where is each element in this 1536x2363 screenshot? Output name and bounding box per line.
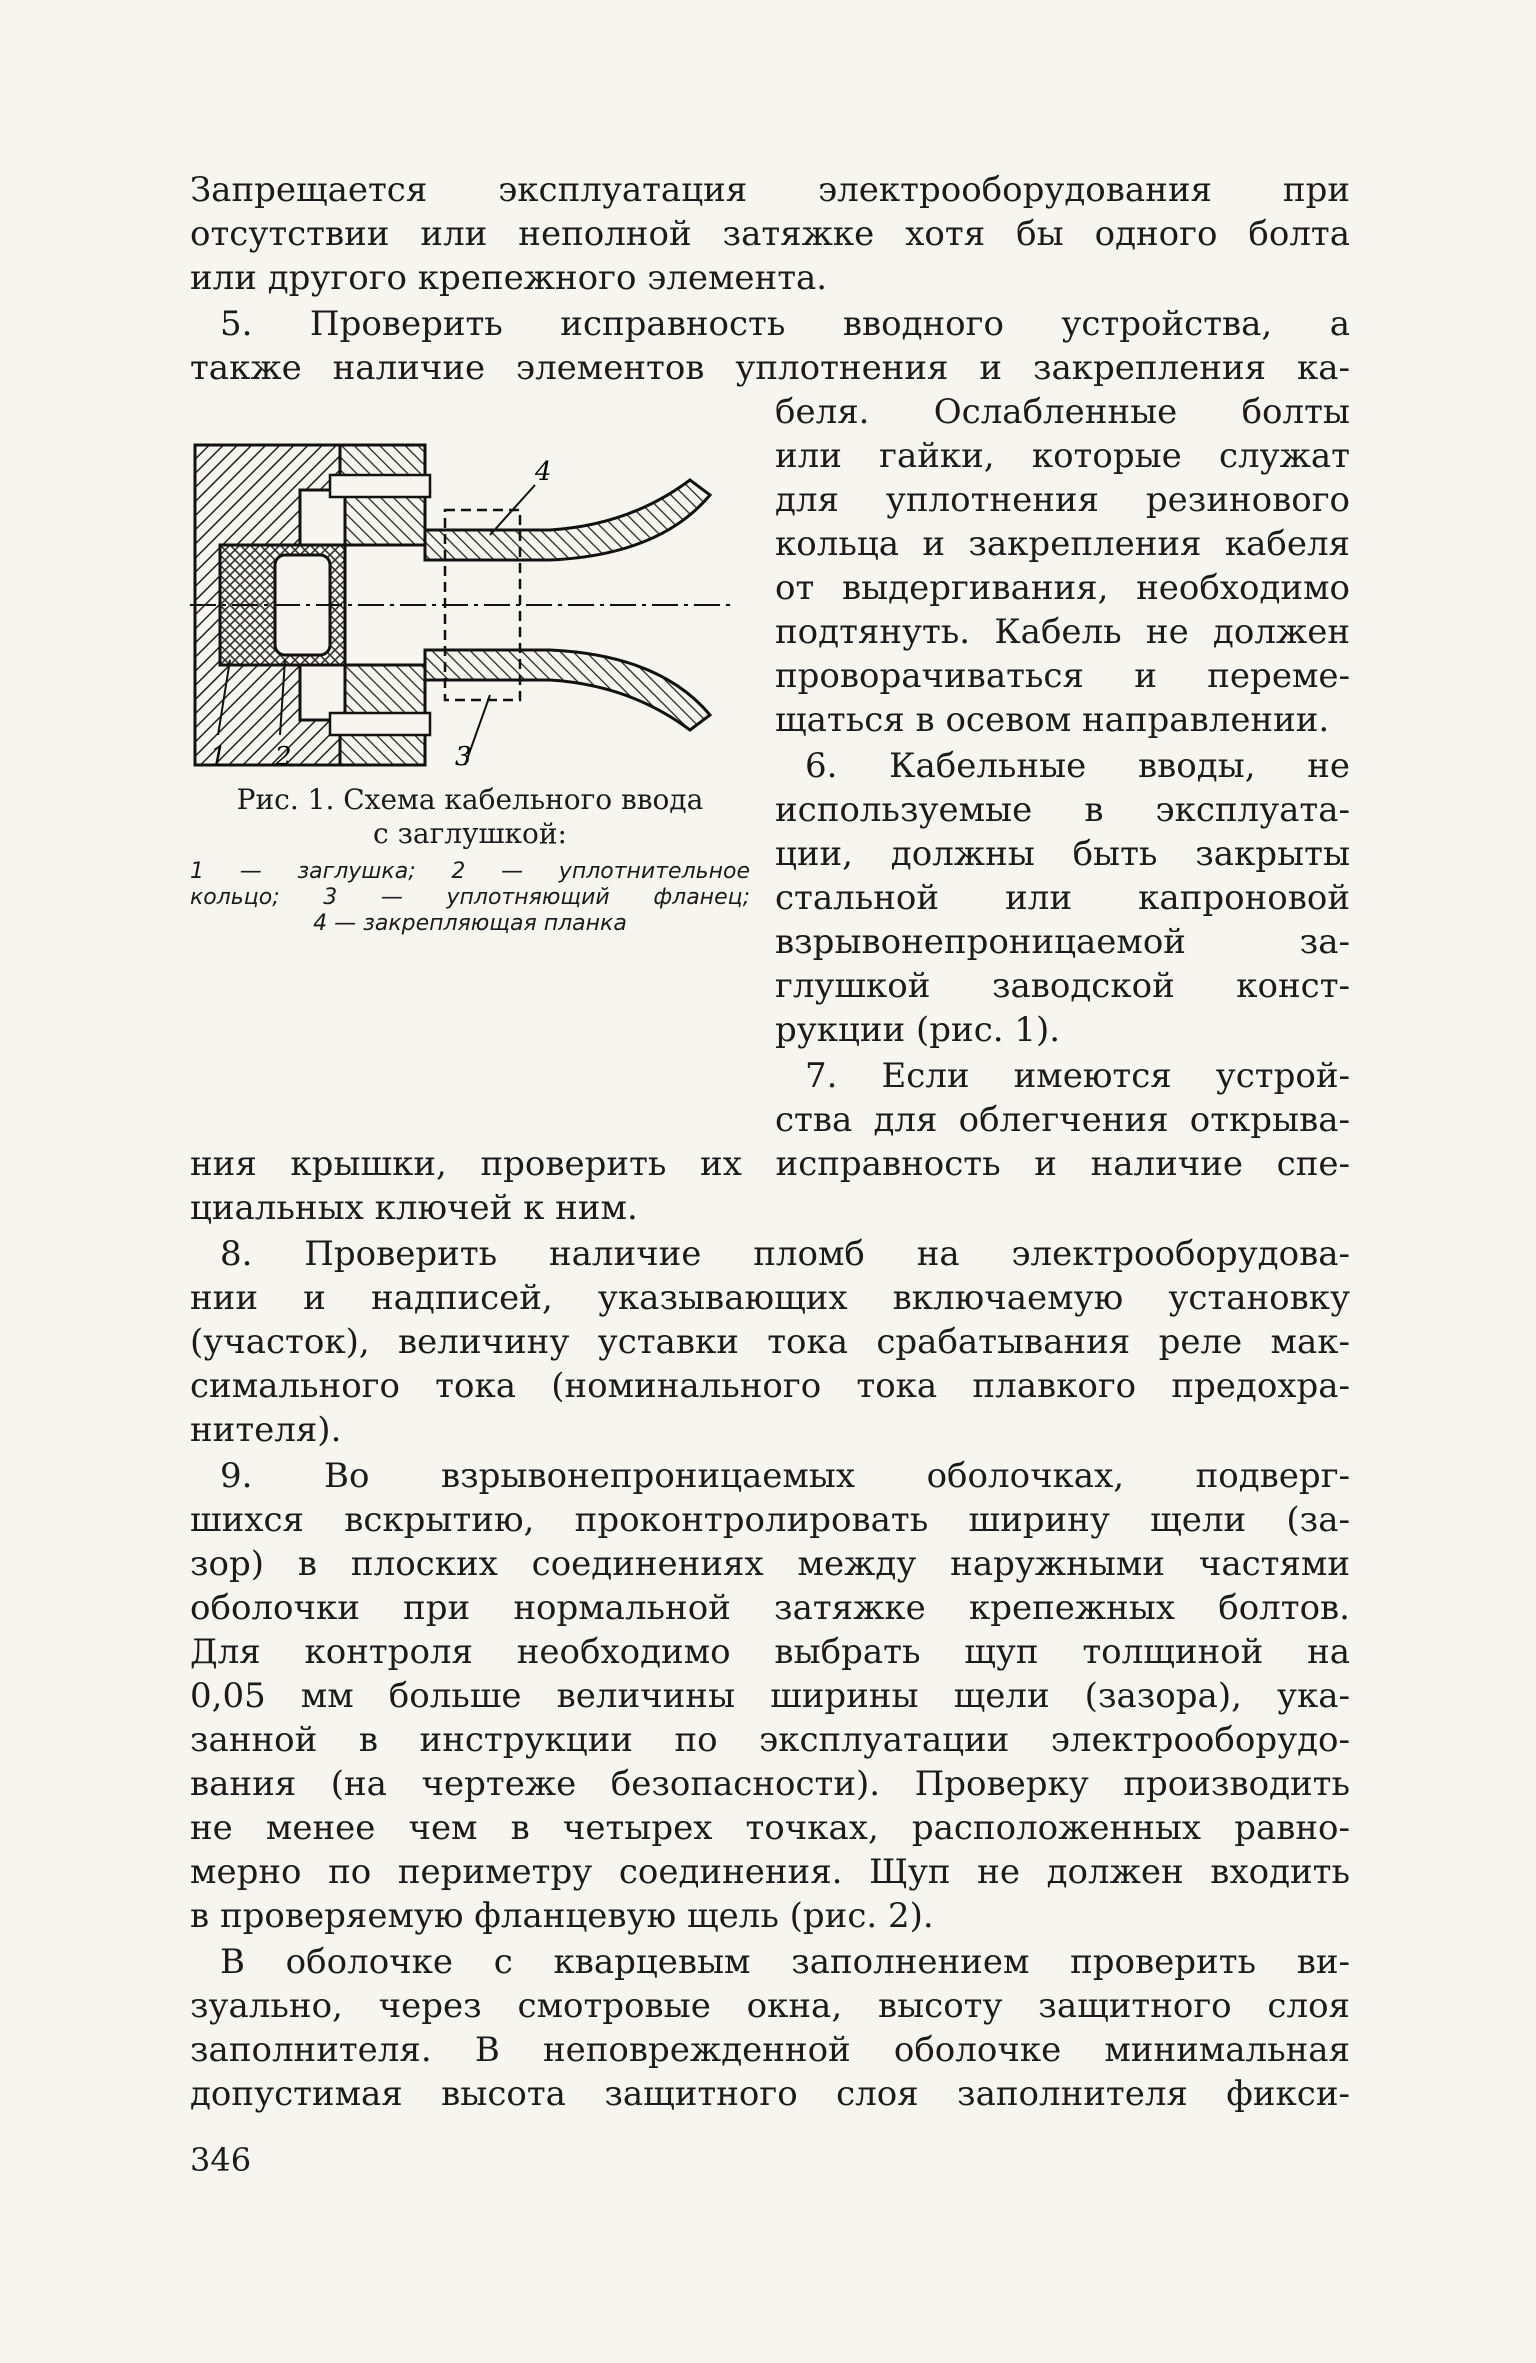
text-line: подтянуть. Кабель не должен (775, 612, 1350, 652)
text-line: шихся вскрытию, проконтролировать ширину щели (за- (190, 1500, 1350, 1540)
text-line: используемые в эксплуата- (775, 790, 1350, 830)
text-line: 9. Во взрывонепроницаемых оболочках, подверг- (220, 1456, 1350, 1496)
text-line: стальной или капроновой (775, 878, 1350, 918)
text-line: циальных ключей к ним. (190, 1188, 638, 1228)
text-line: 0,05 мм больше величины ширины щели (зазора), ука- (190, 1676, 1350, 1716)
text-line: проворачиваться и переме- (775, 656, 1350, 696)
label-1: 1 (210, 742, 227, 772)
text-line: оболочки при нормальной затяжке крепежных болтов. (190, 1588, 1350, 1628)
text-line: 8. Проверить наличие пломб на электрооборудова- (220, 1234, 1350, 1274)
text-line: зуально, через смотровые окна, высоту защитного слоя (190, 1986, 1350, 2026)
bolt-top (330, 475, 430, 497)
text-line: занной в инструкции по эксплуатации электрооборудо- (190, 1720, 1350, 1760)
label-3: 3 (455, 742, 472, 772)
figure-legend: 1 — заглушка; 2 — уплотнительное (190, 859, 750, 884)
text-line: ния крышки, проверить их исправность и наличие спе- (190, 1144, 1350, 1184)
text-line: взрывонепроницаемой за- (775, 922, 1350, 962)
text-line: для уплотнения резинового (775, 480, 1350, 520)
label-2: 2 (275, 742, 292, 772)
bell-mouth-bottom (425, 650, 710, 730)
text-line: 6. Кабельные вводы, не (805, 746, 1350, 786)
text-line: 7. Если имеются устрой- (805, 1056, 1350, 1096)
text-line: зор) в плоских соединениях между наружными частями (190, 1544, 1350, 1584)
text-line: Запрещается эксплуатация электрооборудования при (190, 170, 1350, 210)
text-line: ства для облегчения открыва- (775, 1100, 1350, 1140)
text-line: мерно по периметру соединения. Щуп не должен входить (190, 1852, 1350, 1892)
text-line: рукции (рис. 1). (775, 1010, 1061, 1050)
text-line: нителя). (190, 1410, 342, 1450)
text-line: или гайки, которые служат (775, 436, 1350, 476)
text-line: кольца и закрепления кабеля (775, 524, 1350, 564)
text-line: симального тока (номинального тока плавкого предохра- (190, 1366, 1350, 1406)
figure-cable-entry (190, 435, 750, 936)
text-line: глушкой заводской конст- (775, 966, 1350, 1006)
figure-legend: 4 — закрепляющая планка (313, 911, 627, 936)
text-line: (участок), величину уставки тока срабатывания реле мак- (190, 1322, 1350, 1362)
text-line: от выдергивания, необходимо (775, 568, 1350, 608)
bell-mouth-top (425, 480, 710, 560)
text-line: В оболочке с кварцевым заполнением проверить ви- (220, 1942, 1350, 1982)
text-line: Для контроля необходимо выбрать щуп толщиной на (190, 1632, 1350, 1672)
figure-caption-title: с заглушкой: (373, 817, 567, 850)
text-line: 5. Проверить исправность вводного устройства, а (220, 304, 1350, 344)
text-line: щаться в осевом направлении. (775, 700, 1330, 740)
text-line: также наличие элементов уплотнения и закрепления ка- (190, 348, 1350, 388)
figure-caption-title: Рис. 1. Схема кабельного ввода (236, 783, 704, 816)
bolt-bottom (330, 713, 430, 735)
text-line: в проверяемую фланцевую щель (рис. 2). (190, 1896, 934, 1936)
text-line: ции, должны быть закрыты (775, 834, 1350, 874)
text-line: отсутствии или неполной затяжке хотя бы одного болта (190, 214, 1350, 254)
text-line: беля. Ослабленные болты (775, 392, 1350, 432)
text-line: или другого крепежного элемента. (190, 258, 828, 298)
figure-legend: кольцо; 3 — уплотняющий фланец; (190, 885, 750, 910)
page-number: 346 (190, 2141, 252, 2179)
cable-entry-diagram (190, 435, 750, 775)
text-line: не менее чем в четырех точках, расположенных равно- (190, 1808, 1350, 1848)
text-line: допустимая высота защитного слоя заполнителя фикси- (190, 2074, 1350, 2114)
text-line: нии и надписей, указывающих включаемую установку (190, 1278, 1350, 1318)
label-4: 4 (535, 457, 552, 487)
text-line: вания (на чертеже безопасности). Проверку производить (190, 1764, 1350, 1804)
text-line: заполнителя. В неповрежденной оболочке минимальная (190, 2030, 1350, 2070)
